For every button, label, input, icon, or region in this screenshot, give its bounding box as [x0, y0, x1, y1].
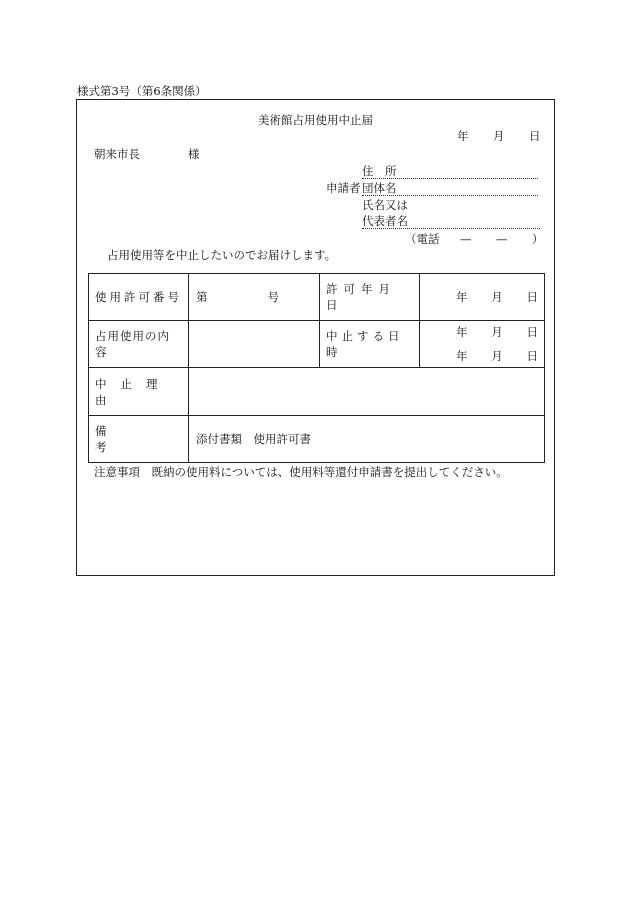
- form-title: 美術館占用使用中止届: [258, 113, 373, 127]
- info-table: [88, 273, 545, 463]
- phone-close: ）: [532, 232, 544, 246]
- name-label-line1: 氏名又は: [362, 198, 408, 212]
- stop-date-to-year: 年: [456, 349, 468, 363]
- permit-number-suffix: 号: [267, 290, 279, 304]
- permit-number-cell[interactable]: [189, 274, 320, 321]
- statement-text: 占用使用等を中止したいのでお届けします。: [107, 248, 337, 262]
- remarks-value: 添付書類 使用許可書: [196, 432, 311, 446]
- address-label: 住 所: [362, 164, 397, 178]
- stop-date-from-month: 月: [491, 325, 503, 339]
- stop-date-cell[interactable]: [420, 321, 545, 368]
- permit-number-prefix: 第: [196, 290, 208, 304]
- stop-date-to-day: 日: [526, 349, 538, 363]
- reason-label-cell: [89, 368, 189, 416]
- org-name-label: 団体名: [362, 181, 397, 195]
- addressee-name: 朝来市長: [94, 147, 140, 161]
- remarks-label: 備考: [95, 424, 167, 454]
- content-label-cell: [89, 321, 189, 368]
- header-date-day: 日: [529, 129, 541, 143]
- table-row: [89, 321, 545, 368]
- stop-date-label-cell: [320, 321, 420, 368]
- permit-date-year: 年: [456, 290, 468, 304]
- table-row: [89, 368, 545, 416]
- table-row: [89, 416, 545, 463]
- content-label: 占用使用の内容: [95, 329, 170, 359]
- stop-date-label: 中止する日時: [326, 329, 404, 359]
- stop-date-to-month: 月: [491, 349, 503, 363]
- permit-number-label-cell: [89, 274, 189, 321]
- stop-date-from-year: 年: [456, 325, 468, 339]
- remarks-label-cell: [89, 416, 189, 463]
- phone-dash-2: —: [496, 232, 508, 246]
- phone-open: （電話: [405, 232, 440, 246]
- remarks-value-cell[interactable]: [189, 416, 545, 463]
- permit-date-cell[interactable]: [420, 274, 545, 321]
- header-date-month: 月: [493, 129, 505, 143]
- org-name-line[interactable]: [362, 195, 538, 196]
- permit-number-label: 使用許可番号: [95, 290, 182, 304]
- name-label-line2: 代表者名: [362, 214, 408, 228]
- reason-label: 中止理由: [95, 376, 172, 407]
- stop-date-from-day: 日: [526, 325, 538, 339]
- form-number-label: 様式第3号（第6条関係）: [77, 84, 207, 98]
- header-date-year: 年: [457, 129, 469, 143]
- address-line[interactable]: [362, 178, 538, 179]
- permit-date-month: 月: [491, 290, 503, 304]
- permit-date-label-cell: [320, 274, 420, 321]
- addressee-honorific: 様: [188, 147, 200, 161]
- content-value-cell[interactable]: [189, 321, 320, 368]
- note-text: 注意事項 既納の使用料については、使用料等還付申請書を提出してください。: [94, 465, 508, 479]
- table-row: [89, 274, 545, 321]
- reason-value-cell[interactable]: [189, 368, 545, 416]
- permit-date-label: 許可年月日: [326, 282, 396, 312]
- phone-dash-1: —: [460, 232, 472, 246]
- representative-name-line[interactable]: [362, 228, 540, 229]
- applicant-label: 申請者: [326, 181, 361, 195]
- permit-date-day: 日: [526, 290, 538, 304]
